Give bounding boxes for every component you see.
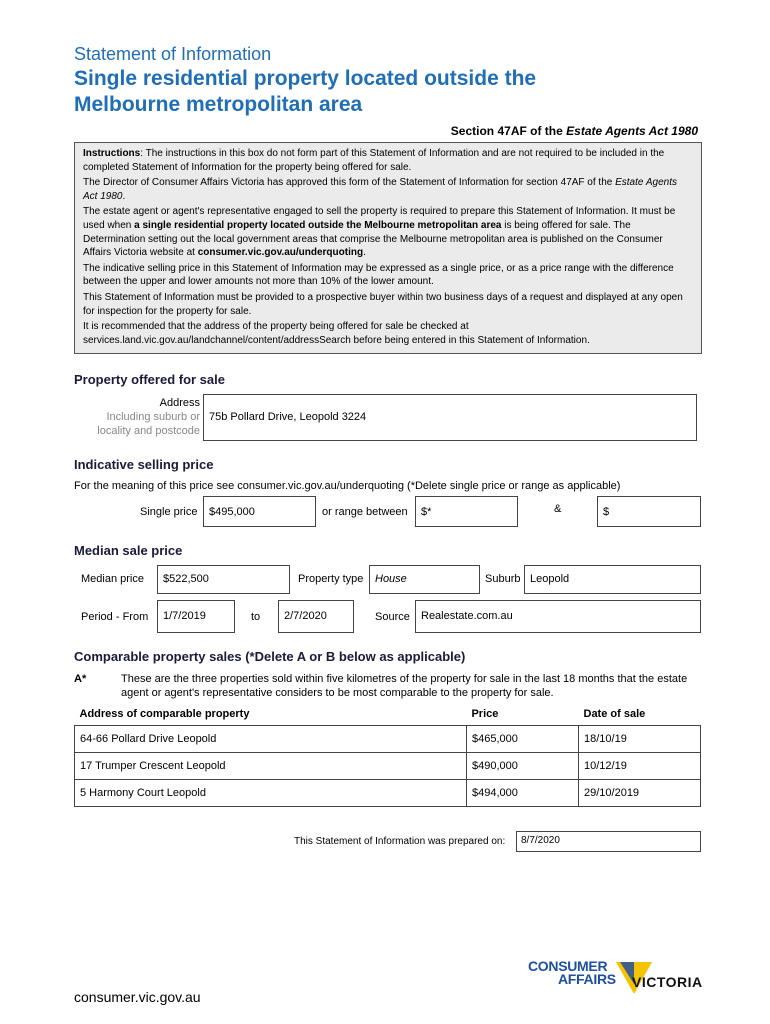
section-prefix: Section 47AF of the [450,124,567,138]
instructions-p3-end: . [363,247,366,259]
period-to-label: to [251,611,261,623]
address-label-line-2: Including suburb or [106,411,200,423]
section-act: Estate Agents Act 1980 [566,124,698,138]
instructions-p2-text: The Director of Consumer Affairs Victoria has approved this form of the Statement of Information for section 47AF of the [83,177,616,189]
logo-text-consumer-affairs [528,960,616,986]
logo-line-2: AFFAIRS [558,971,616,987]
address-field[interactable]: 75b Pollard Drive, Leopold 3224 [203,394,697,441]
period-from-label: Period - From [81,611,149,623]
instructions-p3-text: The estate agent or agent's representative engaged to sell the property is required to prepare this Statement of Information. It must be used when [83,206,676,231]
document-title [74,66,634,118]
prepared-date-field[interactable]: 8/7/2020 [516,831,701,852]
instructions-p2-act: Estate Agents Act 1980 [83,177,677,202]
table-header-row [75,703,701,726]
instructions-p6: It is recommended that the address of the property being offered for sale be checked at services.land.vic.gov.au/landchannel/content/addressSearch before being entered in this Statement of Information. [83,321,590,346]
instructions-heading: Instructions [83,148,141,159]
title-line-2: Melbourne metropolitan area [74,93,363,116]
comparable-address-cell[interactable]: 17 Trumper Crescent Leopold [75,753,467,780]
median-price-field[interactable]: $522,500 [157,565,290,594]
comparable-section-title: Comparable property sales (*Delete A or B below as applicable) [74,649,466,664]
range-high-field[interactable]: $ [597,496,701,527]
title-line-1: Single residential property located outside the [74,67,537,90]
instructions-p3 [83,205,693,259]
source-label: Source [375,611,410,623]
option-a-marker: A* [74,673,87,685]
address-label [74,396,200,438]
instructions-p1 [83,147,693,174]
comparable-date-cell[interactable]: 18/10/19 [579,726,701,753]
table-row [75,780,701,807]
suburb-label: Suburb [485,573,521,585]
col-price-header: Price [471,708,499,720]
single-price-field[interactable]: $495,000 [203,496,316,527]
comparable-sales-table [74,703,701,807]
instructions-p3-bold: a single residential property located outside the Melbourne metropolitan area [134,219,502,231]
indicative-section-title: Indicative selling price [74,457,214,472]
section-reference [451,124,698,138]
period-from-field[interactable]: 1/7/2019 [157,600,235,633]
property-section-title: Property offered for sale [74,372,225,387]
col-date-header: Date of sale [583,708,646,720]
period-to-field[interactable]: 2/7/2020 [278,600,354,633]
address-label-line-3: locality and postcode [97,425,200,437]
underquoting-link[interactable]: consumer.vic.gov.au/underquoting [197,247,364,259]
consumer-affairs-victoria-logo [528,958,703,1002]
footer-url[interactable]: consumer.vic.gov.au [74,989,201,1005]
property-type-label: Property type [298,573,364,585]
instructions-p1-text: : The instructions in this box do not form part of this Statement of Information and are not required to be included in the completed Statement of Information for the property being offered for sale. [83,148,665,173]
instructions-p5: This Statement of Information must be provided to a prospective buyer within two business days of a request and displayed at any open for inspection for the property for sale. [83,291,683,317]
instructions-p4: The indicative selling price in this Statement of Information may be expressed as a single price, or as a price range with the difference between the upper and lower amounts not more than 10% of the lower amount. [83,262,674,288]
indicative-note: For the meaning of this price see consumer.vic.gov.au/underquoting (*Delete single price or range as applicable) [74,480,621,492]
range-low-field[interactable]: $* [415,496,518,527]
comparable-address-cell[interactable]: 5 Harmony Court Leopold [75,780,467,807]
comparable-price-cell[interactable]: $465,000 [466,726,578,753]
comparable-price-cell[interactable]: $494,000 [466,780,578,807]
col-address-header: Address of comparable property [79,708,250,720]
range-label: or range between [322,506,408,518]
instructions-p3-text-2: is being offered for sale. The Determination setting out the local government areas that comprise the Melbourne metropolitan area is published on the Consumer Affairs Victoria website at [83,219,663,259]
single-price-label: Single price [140,506,198,518]
instructions-p2-end: . [122,190,126,202]
comparable-address-cell[interactable]: 64-66 Pollard Drive Leopold [75,726,467,753]
prepared-on-label: This Statement of Information was prepared on: [294,836,506,847]
logo-text-victoria: VICTORIA [632,974,703,990]
address-label-line-1: Address [159,397,200,409]
comparable-date-cell[interactable]: 10/12/19 [579,753,701,780]
table-row [75,726,701,753]
instructions-box [74,142,702,354]
comparable-description: These are the three properties sold within five kilometres of the property for sale in the last 18 months that the estate agent or agent's representative considers to be most comparable to the property for sale. [121,673,688,699]
instructions-p2 [83,176,693,203]
range-ampersand: & [554,503,562,515]
source-field[interactable]: Realestate.com.au [415,600,701,633]
property-type-field[interactable]: House [369,565,480,594]
logo-line-1: CONSUMER [528,958,608,974]
comparable-price-cell[interactable]: $490,000 [466,753,578,780]
document-subtitle: Statement of Information [74,44,272,64]
comparable-date-cell[interactable]: 29/10/2019 [579,780,701,807]
median-price-label: Median price [81,573,144,585]
median-section-title: Median sale price [74,543,183,558]
table-row [75,753,701,780]
suburb-field[interactable]: Leopold [524,565,701,594]
